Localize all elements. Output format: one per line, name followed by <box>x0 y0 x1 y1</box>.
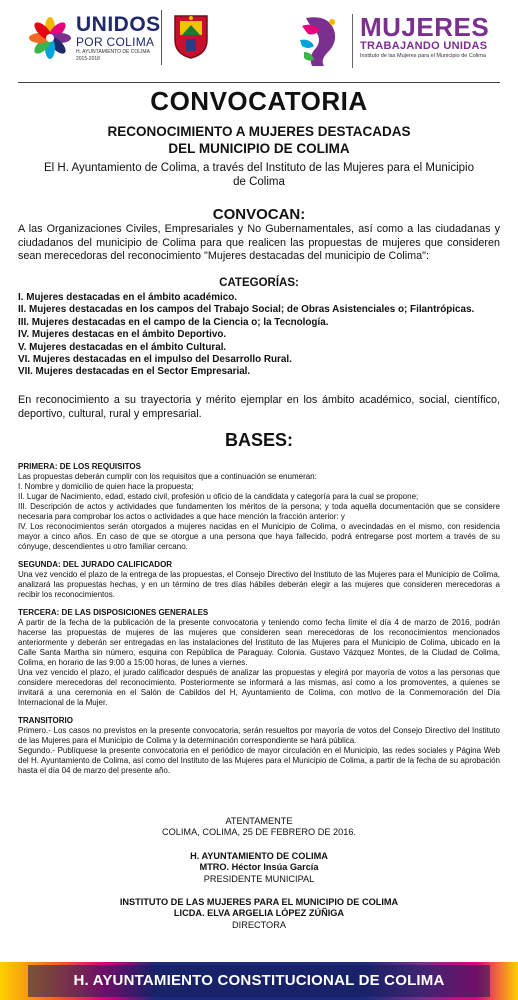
list-item: VII. Mujeres destacadas en el Sector Empresarial. <box>18 366 251 378</box>
bases-heading: BASES: <box>224 430 293 450</box>
convocan-text: A las Organizaciones Civiles, Empresariales y No Gubernamentales, así como a las ciudadanas y ciudadanos del municipio de Colima para que realicen las propuestas de mujeres que consideren sean merecedoras del reconocimiento "Mujeres destacadas del municipio de Colima": <box>18 223 500 263</box>
list-item: II. Mujeres destacadas en los campos del Trabajo Social; de Obras Asistenciales o; Filantrópicas. <box>18 304 475 316</box>
signer-1-org: H. AYUNTAMIENTO DE COLIMA <box>190 850 328 861</box>
flower-logo-icon <box>28 16 72 60</box>
primera-line: Las propuestas deberán cumplir con los requisitos que a continuación se enumeran: <box>18 472 317 481</box>
mujeres-title: MUJERES <box>360 12 490 42</box>
primera-line: II. Lugar de Nacimiento, edad, estado civil, profesión u oficio de la candidata y categoría para la cual se propone; <box>18 492 419 501</box>
segunda-text: Una vez vencido el plazo de la entrega de las propuestas, el Consejo Directivo del Instituto de las Mujeres para el Municipio de Colima, analizará las propuestas hechas, y en un término de tres días hábiles deberán elegir a las mujeres que consideren merecedoras a recibir los reconocimientos. <box>18 570 500 599</box>
primera-line: IV. Los reconocimientos serán otorgados a mujeres nacidas en el Municipio de Colima, o avecindadas en el mismo, con residencia mayor a cinco años. En caso de que se otorgue a una persona que haya fallecido, podrá entregarse post mortem a través de su cónyuge, descendientes u otro familiar cercano. <box>18 522 500 551</box>
atentamente: ATENTAMENTE <box>225 816 293 826</box>
list-item: V. Mujeres destacadas en el ámbito Cultural. <box>18 341 227 353</box>
primera-line: I. Nombre y domicilio de quien hace la propuesta; <box>18 482 194 491</box>
signer-1-role: PRESIDENTE MUNICIPAL <box>203 873 315 884</box>
subtitle-line-2: DEL MUNICIPIO DE COLIMA <box>168 141 350 156</box>
signature-block <box>0 816 518 931</box>
signer-2-role: DIRECTORA <box>232 919 286 930</box>
header-divider <box>161 10 162 65</box>
mujeres-tagline: Instituto de las Mujeres para el Municipio de Colima <box>360 53 486 59</box>
unidos-por-colima-logo <box>28 13 161 64</box>
list-item: IV. Mujeres destacas en el ámbito Deportivo. <box>18 329 227 341</box>
tercera-title: TERCERA: DE LAS DISPOSICIONES GENERALES <box>18 608 209 617</box>
signature-date: COLIMA, COLIMA, 25 DE FEBRERO DE 2016. <box>161 827 357 838</box>
unidos-subtitle: POR COLIMA <box>76 35 155 49</box>
categorias-heading: CATEGORÍAS: <box>219 277 299 289</box>
subtitle-line-1: RECONOCIMIENTO A MUJERES DESTACADAS <box>107 124 411 139</box>
transitorio-line: Segundo.- Publíquese la presente convocatoria en el periódico de mayor circulación en el Municipio, las redes sociales y Página Web del H. Ayuntamiento de Colima, así como del Instituto de las Mujeres para el Municipio de Colima, a partir de la fecha de su aprobación hasta el día 04 de marzo del presente año. <box>18 746 500 775</box>
bases-section <box>18 462 500 776</box>
signer-2-org: INSTITUTO DE LAS MUJERES PARA EL MUNICIPIO DE COLIMA <box>119 897 399 908</box>
unidos-tagline: H. AYUNTAMIENTO DE COLIMA 2015-2018 <box>76 49 150 62</box>
intro-line-2: de Colima <box>233 176 285 188</box>
unidos-title: UNIDOS <box>76 13 161 36</box>
categorias-list <box>18 292 500 379</box>
woman-silhouette-icon <box>298 12 342 68</box>
reconocimiento-text: En reconocimiento a su trayectoria y mérito ejemplar en los ámbito académico, social, científico, deportivo, cultural, rural y empresarial. <box>18 394 500 420</box>
list-item: VI. Mujeres destacadas en el impulso del Desarrollo Rural. <box>18 354 292 366</box>
footer-banner <box>0 962 518 1000</box>
transitorio-line: Primero.- Los casos no previstos en la presente convocatoria, serán resueltos por mayoría de votos del Consejo Directivo del Instituto de las Mujeres para el Municipio de Colima y la determinación correspondiente se hará pública. <box>18 726 500 745</box>
page-title: CONVOCATORIA <box>150 86 368 116</box>
convocan-heading: CONVOCAN: <box>212 206 306 223</box>
header <box>0 0 518 80</box>
primera-line: III. Descripción de actos y actividades que fundamenten los méritos de la persona; y toda aquella documentación que se considere necesaria para comprobar los actos o actividades a que hace mención la fracción anterior: y <box>18 502 500 521</box>
colima-coat-of-arms-icon <box>172 12 210 60</box>
signer-2-name: LICDA. ELVA ARGELIA LÓPEZ ZÚÑIGA <box>173 908 345 919</box>
signer-1-name: MTRO. Héctor Insúa García <box>199 862 319 873</box>
footer-text: H. AYUNTAMIENTO CONSTITUCIONAL DE COLIMA <box>73 972 445 989</box>
tercera-line: A partir de la fecha de la publicación de la presente convocatoria y teniendo como fecha límite el día 4 de marzo de 2016, podrán hacerse las propuestas de mujeres de las mujeres que consideren sean merecedoras de los reconocimientos mencionados anteriormente y deberán ser entregadas en las instalaciones del Instituto de las Mujeres para el Municipio de Colima, ubicado en la Calle Santa Martha sin número, esquina con República de Paraguay. Colonia. Gustavo Vázquez Montes, de la Ciudad de Colima, Colima, en horario de las 9:00 a 15:00 horas, de lunes a viernes. <box>18 618 500 667</box>
mujeres-trabajando-unidas-logo <box>298 8 498 74</box>
list-item: III. Mujeres destacadas en el campo de la Ciencia o; la Tecnología. <box>18 316 329 328</box>
mujeres-logo-divider <box>352 14 353 68</box>
transitorio-title: TRANSITORIO <box>18 716 73 725</box>
list-item: I. Mujeres destacadas en el ámbito académico. <box>18 292 237 303</box>
intro-line-1: El H. Ayuntamiento de Colima, a través del Instituto de las Mujeres para el Municipio <box>44 162 474 174</box>
header-rule <box>18 82 500 83</box>
tercera-line: Una vez vencido el plazo, el jurado calificador después de analizar las propuestas y elegirá por mayoría de votos a las personas que considere merecedoras del reconocimiento. Posteriormente se informará a las mismas, así como a los promoventes, a quienes se invitará a una ceremonia en el Salón de Cabildos del H, Ayuntamiento de Colima, con motivo de la Conmemoración del Día Internacional de la Mujer. <box>18 668 500 707</box>
segunda-title: SEGUNDA: DEL JURADO CALIFICADOR <box>18 560 173 569</box>
mujeres-subtitle: TRABAJANDO UNIDAS <box>360 40 488 52</box>
primera-title: PRIMERA: DE LOS REQUISITOS <box>18 462 141 471</box>
